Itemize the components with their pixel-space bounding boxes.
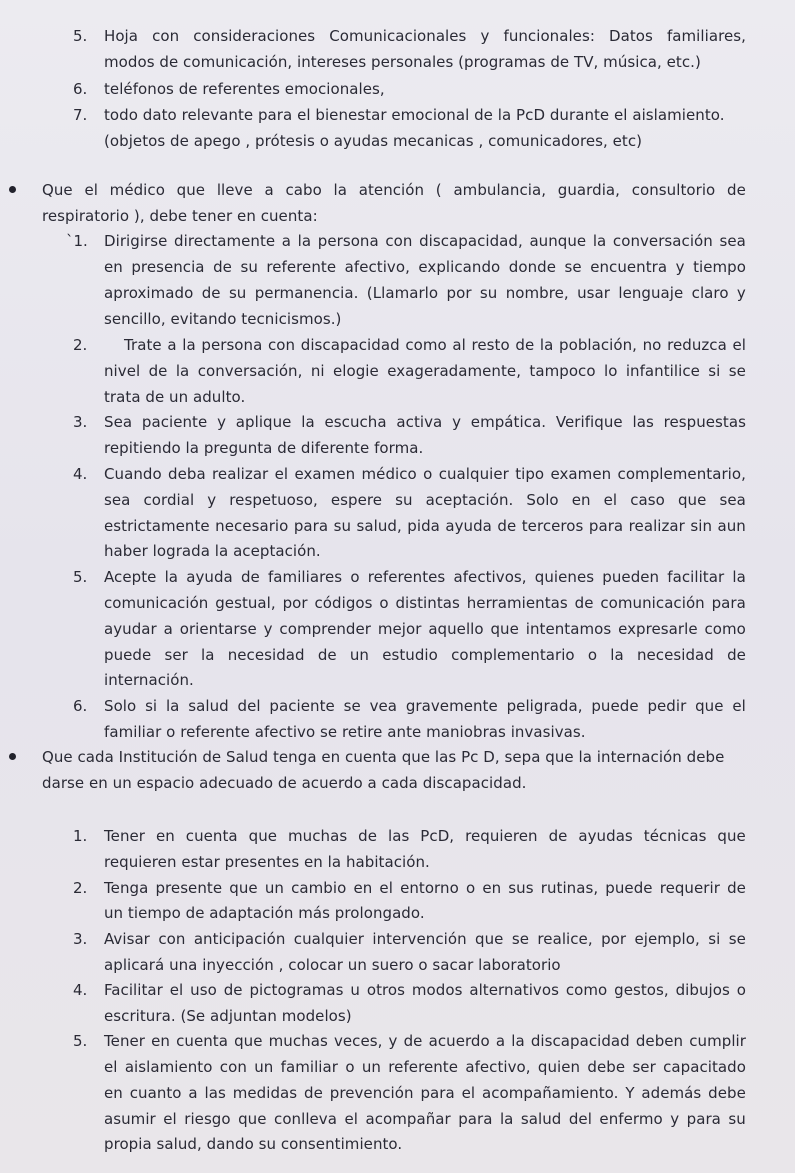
bullet-2-line-1: Que cada Institución de Salud tenga en cuenta que las Pc D, sepa que la internación debe [42, 748, 725, 766]
list-c-item-1-number: 1. [73, 827, 88, 845]
list-c-item-5-line-4: asumir el riesgo que conlleva el acompañar para la salud del enfermo y para su [104, 1110, 746, 1128]
list-c-item-5-line-1: Tener en cuenta que muchas veces, y de acuerdo a la discapacidad deben cumplir [104, 1032, 746, 1050]
list-b-item-1-line-2: en presencia de su referente afectivo, explicando donde se encuentra y tiempo [104, 258, 746, 276]
list-b-item-2-number: 2. [73, 336, 88, 354]
list-b-item-1-line-4: sencillo, evitando tecnicismos.) [104, 310, 342, 328]
list-a-item-6-number: 6. [73, 80, 88, 98]
bullet-2-line-2: darse en un espacio adecuado de acuerdo a cada discapacidad. [42, 774, 527, 792]
list-b-item-5-line-3: ayudar a orientarse y comprender mejor aquello que intentamos expresarle como [104, 620, 746, 638]
list-b-item-5-line-4: puede ser la necesidad de un estudio complementario o la necesidad de [104, 646, 746, 664]
list-c-item-4-number: 4. [73, 981, 88, 999]
list-b-item-4-line-2: sea cordial y respetuoso, espere su aceptación. Solo en el caso que sea [104, 491, 746, 509]
list-b-item-2-line-1: Trate a la persona con discapacidad como al resto de la población, no reduzca el [124, 336, 746, 354]
list-b-item-2-line-2: nivel de la conversación, ni elogie exageradamente, tampoco lo infantilice si se [104, 362, 746, 380]
list-a-item-5-line-2: modos de comunicación, intereses personales (programas de TV, música, etc.) [104, 53, 701, 71]
list-b-item-1-line-3: aproximado de su permanencia. (Llamarlo por su nombre, usar lenguaje claro y [104, 284, 746, 302]
list-b-item-1-line-1: Dirigirse directamente a la persona con discapacidad, aunque la conversación sea [104, 232, 746, 250]
bullet-1-line-1: Que el médico que lleve a cabo la atención ( ambulancia, guardia, consultorio de [42, 181, 746, 199]
list-c-item-1-line-2: requieren estar presentes en la habitación. [104, 853, 430, 871]
list-a-item-7-line-2: (objetos de apego , prótesis o ayudas mecanicas , comunicadores, etc) [104, 132, 643, 150]
list-a-item-7-line-1: todo dato relevante para el bienestar emocional de la PcD durante el aislamiento. [104, 106, 725, 124]
list-b-item-4-number: 4. [73, 465, 88, 483]
list-a-item-7-number: 7. [73, 106, 88, 124]
list-b-item-4-line-3: estrictamente necesario para su salud, pida ayuda de terceros para realizar sin aun [104, 517, 746, 535]
list-b-item-6-line-1: Solo si la salud del paciente se vea gravemente peligrada, puede pedir que el [104, 697, 746, 715]
list-a-item-6-line-1: teléfonos de referentes emocionales, [104, 80, 385, 98]
list-c-item-3-line-1: Avisar con anticipación cualquier intervención que se realice, por ejemplo, si se [104, 930, 746, 948]
list-b-item-4-line-4: haber lograda la aceptación. [104, 542, 321, 560]
list-a-item-5-number: 5. [73, 27, 88, 45]
list-c-item-5-number: 5. [73, 1032, 88, 1050]
list-c-item-2-number: 2. [73, 879, 88, 897]
list-c-item-1-line-1: Tener en cuenta que muchas de las PcD, requieren de ayudas técnicas que [104, 827, 746, 845]
list-b-item-3-line-1: Sea paciente y aplique la escucha activa y empática. Verifique las respuestas [104, 413, 746, 431]
list-c-item-4-line-1: Facilitar el uso de pictogramas u otros modos alternativos como gestos, dibujos o [104, 981, 746, 999]
list-b-item-5-line-1: Acepte la ayuda de familiares o referentes afectivos, quienes pueden facilitar la [104, 568, 746, 586]
list-b-item-4-line-1: Cuando deba realizar el examen médico o cualquier tipo examen complementario, [104, 465, 746, 483]
list-c-item-2-line-2: un tiempo de adaptación más prolongado. [104, 904, 425, 922]
list-b-item-1-number: `1. [66, 232, 88, 250]
list-c-item-2-line-1: Tenga presente que un cambio en el entorno o en sus rutinas, puede requerir de [104, 879, 746, 897]
list-b-item-3-number: 3. [73, 413, 88, 431]
bullet-icon [9, 186, 16, 193]
bullet-icon [9, 753, 16, 760]
list-a-item-5-line-1: Hoja con consideraciones Comunicacionales y funcionales: Datos familiares, [104, 27, 746, 45]
list-b-item-5-number: 5. [73, 568, 88, 586]
list-c-item-3-line-2: aplicará una inyección , colocar un suero o sacar laboratorio [104, 956, 561, 974]
list-c-item-5-line-3: en cuanto a las medidas de prevención para el acompañamiento. Y además debe [104, 1084, 746, 1102]
list-c-item-3-number: 3. [73, 930, 88, 948]
list-b-item-3-line-2: repitiendo la pregunta de diferente forma. [104, 439, 424, 457]
list-c-item-5-line-5: propia salud, dando su consentimiento. [104, 1135, 403, 1153]
list-b-item-6-line-2: familiar o referente afectivo se retire ante maniobras invasivas. [104, 723, 586, 741]
list-c-item-4-line-2: escritura. (Se adjuntan modelos) [104, 1007, 352, 1025]
list-c-item-5-line-2: el aislamiento con un familiar o un referente afectivo, quien debe ser capacitado [104, 1058, 746, 1076]
list-b-item-2-line-3: trata de un adulto. [104, 388, 246, 406]
bullet-1-line-2: respiratorio ), debe tener en cuenta: [42, 207, 318, 225]
list-b-item-5-line-5: internación. [104, 671, 194, 689]
list-b-item-5-line-2: comunicación gestual, por códigos o distintas herramientas de comunicación para [104, 594, 746, 612]
list-b-item-6-number: 6. [73, 697, 88, 715]
